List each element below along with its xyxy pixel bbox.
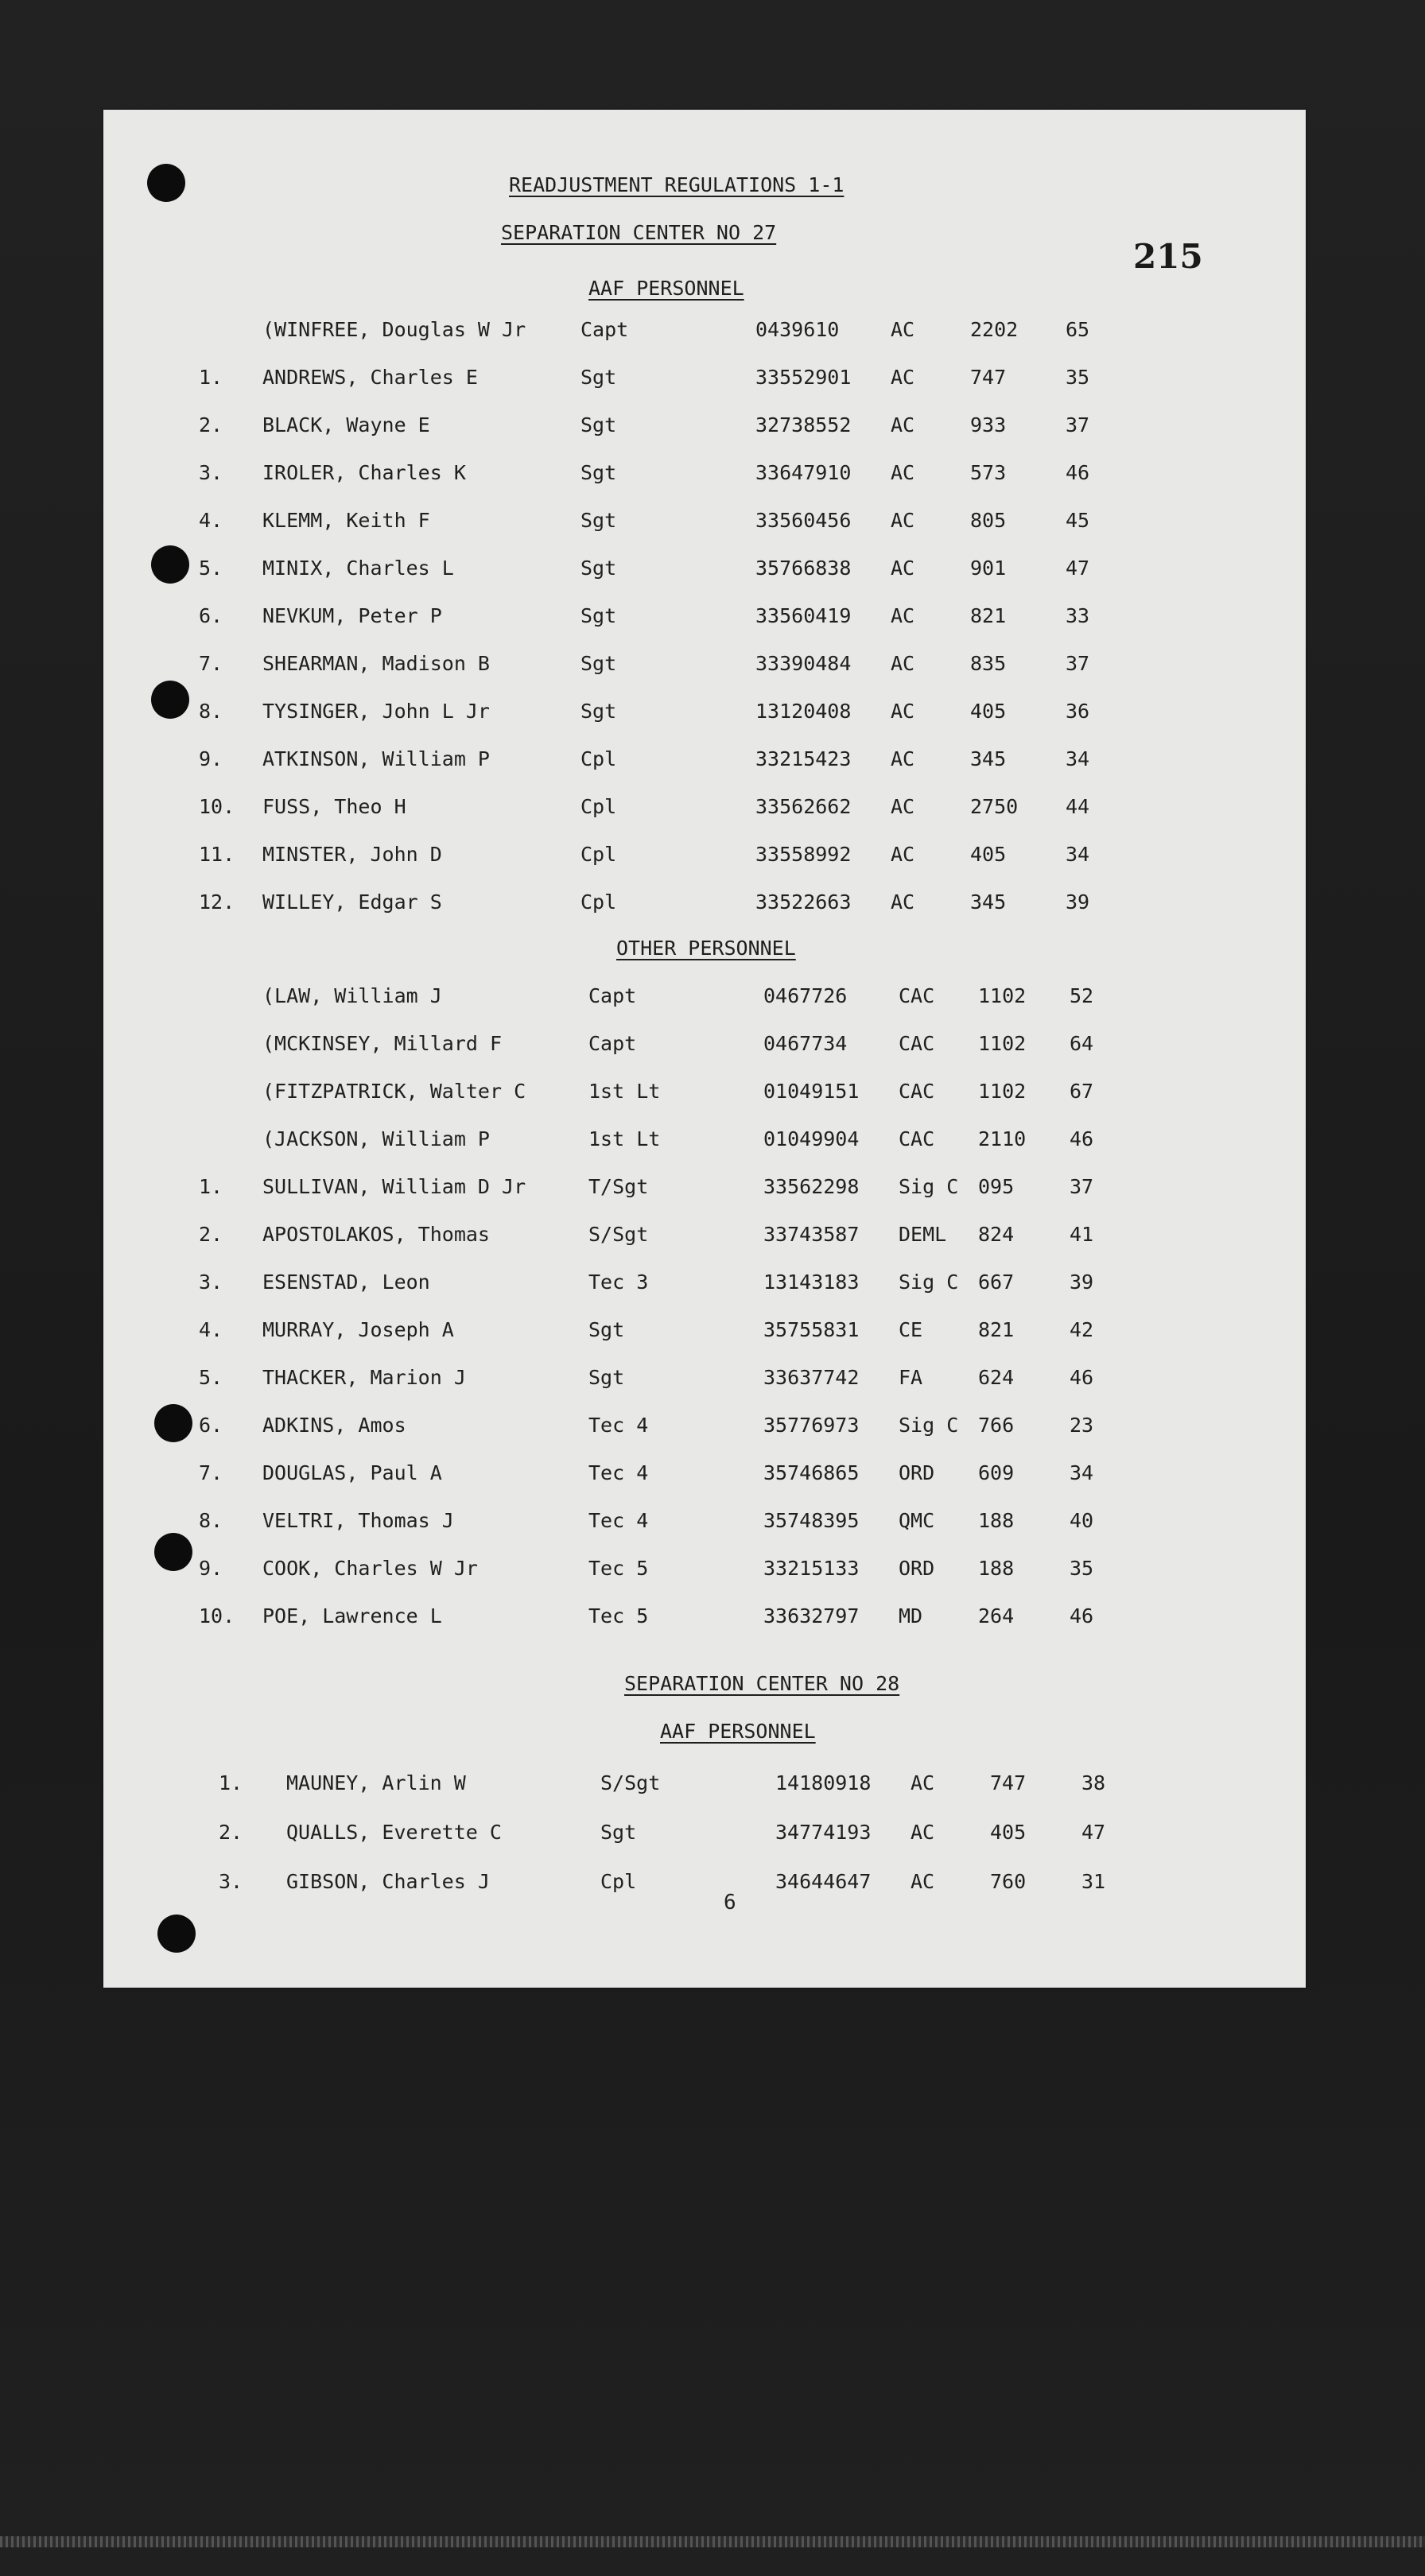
table-row — [103, 795, 1306, 827]
cell-grade: Sgt — [580, 557, 617, 580]
cell-name: TYSINGER, John L Jr — [262, 700, 490, 723]
cell-age: 40 — [1070, 1509, 1094, 1532]
table-row — [103, 1032, 1306, 1064]
cell-code: 760 — [990, 1870, 1027, 1893]
cell-branch: FA — [899, 1366, 923, 1389]
separation-center-heading: SEPARATION CENTER NO 27 — [501, 221, 777, 244]
cell-serial: 0439610 — [755, 318, 840, 341]
cell-name: KLEMM, Keith F — [262, 509, 430, 532]
table-row — [103, 984, 1306, 1016]
cell-branch: AC — [891, 890, 915, 914]
cell-name: ESENSTAD, Leon — [262, 1271, 430, 1294]
cell-branch: Sig C — [899, 1271, 959, 1294]
cell-serial: 33562662 — [755, 795, 852, 818]
cell-grade: Capt — [580, 318, 629, 341]
table-row — [103, 652, 1306, 684]
cell-num: 3. — [199, 461, 223, 484]
cell-age: 46 — [1070, 1127, 1094, 1150]
table-row — [103, 1870, 1306, 1902]
document-page — [103, 110, 1306, 1988]
cell-num: 1. — [199, 366, 223, 389]
cell-code: 405 — [970, 843, 1007, 866]
cell-age: 46 — [1066, 461, 1090, 484]
cell-code: 405 — [990, 1821, 1027, 1844]
cell-name: POE, Lawrence L — [262, 1604, 442, 1627]
group-heading: AAF PERSONNEL — [660, 1720, 816, 1743]
cell-age: 23 — [1070, 1414, 1094, 1437]
separation-center-heading: SEPARATION CENTER NO 28 — [624, 1672, 900, 1695]
cell-grade: T/Sgt — [588, 1175, 649, 1198]
cell-name: MINSTER, John D — [262, 843, 442, 866]
cell-serial: 33215423 — [755, 747, 852, 770]
cell-name: APOSTOLAKOS, Thomas — [262, 1223, 490, 1246]
cell-code: 573 — [970, 461, 1007, 484]
cell-code: 933 — [970, 413, 1007, 436]
cell-age: 39 — [1070, 1271, 1094, 1294]
cell-num: 9. — [199, 1557, 223, 1580]
table-row — [103, 1175, 1306, 1207]
cell-name: NEVKUM, Peter P — [262, 604, 442, 627]
cell-name: SULLIVAN, William D Jr — [262, 1175, 526, 1198]
cell-grade: Tec 4 — [588, 1461, 649, 1484]
cell-grade: Sgt — [580, 509, 617, 532]
table-row — [103, 1271, 1306, 1302]
table-row — [103, 1366, 1306, 1398]
punch-hole — [147, 164, 185, 202]
cell-num: 3. — [199, 1271, 223, 1294]
cell-serial: 33562298 — [763, 1175, 860, 1198]
table-row — [103, 1461, 1306, 1493]
cell-code: 2202 — [970, 318, 1019, 341]
cell-code: 095 — [978, 1175, 1015, 1198]
cell-code: 747 — [990, 1771, 1027, 1794]
cell-grade: Cpl — [580, 843, 617, 866]
cell-name: DOUGLAS, Paul A — [262, 1461, 442, 1484]
cell-name: ADKINS, Amos — [262, 1414, 406, 1437]
cell-name: THACKER, Marion J — [262, 1366, 466, 1389]
cell-name: WILLEY, Edgar S — [262, 890, 442, 914]
cell-age: 52 — [1070, 984, 1094, 1007]
cell-num: 4. — [199, 509, 223, 532]
cell-code: 2750 — [970, 795, 1019, 818]
cell-serial: 33390484 — [755, 652, 852, 675]
cell-age: 47 — [1081, 1821, 1106, 1844]
cell-serial: 0467726 — [763, 984, 848, 1007]
footer-page-number: 6 — [724, 1891, 736, 1915]
cell-code: 624 — [978, 1366, 1015, 1389]
cell-age: 31 — [1081, 1870, 1106, 1893]
table-row — [103, 1223, 1306, 1255]
cell-grade: Sgt — [580, 604, 617, 627]
cell-serial: 35776973 — [763, 1414, 860, 1437]
cell-name: VELTRI, Thomas J — [262, 1509, 454, 1532]
cell-serial: 33632797 — [763, 1604, 860, 1627]
cell-grade: Sgt — [580, 700, 617, 723]
table-row — [103, 843, 1306, 875]
cell-grade: Cpl — [580, 890, 617, 914]
cell-serial: 33637742 — [763, 1366, 860, 1389]
cell-code: 1102 — [978, 1080, 1027, 1103]
cell-branch: AC — [891, 747, 915, 770]
cell-num: 9. — [199, 747, 223, 770]
cell-grade: Capt — [588, 1032, 637, 1055]
cell-serial: 13143183 — [763, 1271, 860, 1294]
cell-num: 2. — [199, 1223, 223, 1246]
cell-name: SHEARMAN, Madison B — [262, 652, 490, 675]
cell-branch: QMC — [899, 1509, 935, 1532]
cell-branch: Sig C — [899, 1414, 959, 1437]
table-row — [103, 1414, 1306, 1445]
cell-branch: AC — [891, 318, 915, 341]
cell-age: 35 — [1070, 1557, 1094, 1580]
cell-num: 12. — [199, 890, 235, 914]
cell-code: 901 — [970, 557, 1007, 580]
cell-age: 65 — [1066, 318, 1090, 341]
cell-grade: Sgt — [588, 1318, 625, 1341]
cell-serial: 33552901 — [755, 366, 852, 389]
cell-grade: 1st Lt — [588, 1127, 661, 1150]
cell-code: 821 — [970, 604, 1007, 627]
cell-code: 405 — [970, 700, 1007, 723]
table-row — [103, 1604, 1306, 1636]
cell-serial: 13120408 — [755, 700, 852, 723]
cell-branch: AC — [891, 843, 915, 866]
cell-code: 345 — [970, 890, 1007, 914]
cell-grade: 1st Lt — [588, 1080, 661, 1103]
cell-branch: CAC — [899, 1032, 935, 1055]
cell-num: 5. — [199, 1366, 223, 1389]
cell-grade: Sgt — [600, 1821, 637, 1844]
cell-branch: CAC — [899, 1080, 935, 1103]
cell-name: BLACK, Wayne E — [262, 413, 430, 436]
cell-code: 821 — [978, 1318, 1015, 1341]
punch-hole — [157, 1915, 196, 1953]
cell-serial: 35748395 — [763, 1509, 860, 1532]
cell-age: 67 — [1070, 1080, 1094, 1103]
table-row — [103, 366, 1306, 398]
cell-grade: S/Sgt — [588, 1223, 649, 1246]
cell-code: 2110 — [978, 1127, 1027, 1150]
cell-age: 46 — [1070, 1366, 1094, 1389]
cell-num: 3. — [219, 1870, 243, 1893]
cell-branch: CAC — [899, 984, 935, 1007]
cell-num: 1. — [199, 1175, 223, 1198]
cell-name: MINIX, Charles L — [262, 557, 454, 580]
cell-age: 34 — [1070, 1461, 1094, 1484]
cell-branch: CAC — [899, 1127, 935, 1150]
cell-serial: 14180918 — [775, 1771, 872, 1794]
cell-code: 1102 — [978, 1032, 1027, 1055]
cell-serial: 01049904 — [763, 1127, 860, 1150]
cell-name: ANDREWS, Charles E — [262, 366, 478, 389]
cell-serial: 34774193 — [775, 1821, 872, 1844]
cell-grade: Sgt — [588, 1366, 625, 1389]
cell-branch: CE — [899, 1318, 923, 1341]
cell-grade: Cpl — [600, 1870, 637, 1893]
cell-serial: 35755831 — [763, 1318, 860, 1341]
cell-name: IROLER, Charles K — [262, 461, 466, 484]
cell-code: 1102 — [978, 984, 1027, 1007]
cell-code: 264 — [978, 1604, 1015, 1627]
cell-code: 747 — [970, 366, 1007, 389]
cell-grade: Sgt — [580, 413, 617, 436]
table-row — [103, 1557, 1306, 1589]
cell-code: 805 — [970, 509, 1007, 532]
cell-num: 6. — [199, 604, 223, 627]
cell-grade: Tec 3 — [588, 1271, 649, 1294]
cell-serial: 33215133 — [763, 1557, 860, 1580]
cell-branch: AC — [891, 604, 915, 627]
cell-name: MURRAY, Joseph A — [262, 1318, 454, 1341]
cell-num: 10. — [199, 795, 235, 818]
cell-code: 188 — [978, 1557, 1015, 1580]
cell-branch: AC — [891, 509, 915, 532]
cell-num: 8. — [199, 700, 223, 723]
cell-num: 4. — [199, 1318, 223, 1341]
cell-code: 835 — [970, 652, 1007, 675]
cell-branch: AC — [891, 700, 915, 723]
cell-serial: 33743587 — [763, 1223, 860, 1246]
cell-branch: AC — [891, 795, 915, 818]
cell-grade: Cpl — [580, 795, 617, 818]
cell-name: FUSS, Theo H — [262, 795, 406, 818]
cell-age: 33 — [1066, 604, 1090, 627]
cell-code: 766 — [978, 1414, 1015, 1437]
cell-name: MAUNEY, Arlin W — [286, 1771, 466, 1794]
table-row — [103, 318, 1306, 350]
document-title: READJUSTMENT REGULATIONS 1-1 — [509, 173, 845, 196]
table-row — [103, 461, 1306, 493]
cell-serial: 33647910 — [755, 461, 852, 484]
cell-code: 188 — [978, 1509, 1015, 1532]
cell-branch: AC — [911, 1771, 935, 1794]
cell-age: 36 — [1066, 700, 1090, 723]
cell-age: 34 — [1066, 843, 1090, 866]
cell-grade: Tec 5 — [588, 1604, 649, 1627]
table-row — [103, 1821, 1306, 1852]
cell-branch: Sig C — [899, 1175, 959, 1198]
cell-age: 38 — [1081, 1771, 1106, 1794]
cell-name: QUALLS, Everette C — [286, 1821, 502, 1844]
cell-age: 44 — [1066, 795, 1090, 818]
table-row — [103, 557, 1306, 588]
cell-grade: Tec 4 — [588, 1509, 649, 1532]
cell-branch: AC — [891, 557, 915, 580]
cell-name: ATKINSON, William P — [262, 747, 490, 770]
cell-serial: 33558992 — [755, 843, 852, 866]
cell-name: (FITZPATRICK, Walter C — [262, 1080, 526, 1103]
table-row — [103, 1318, 1306, 1350]
cell-name: (MCKINSEY, Millard F — [262, 1032, 503, 1055]
cell-grade: Capt — [588, 984, 637, 1007]
film-edge-strip — [0, 2536, 1425, 2547]
cell-num: 7. — [199, 652, 223, 675]
cell-grade: S/Sgt — [600, 1771, 661, 1794]
cell-branch: AC — [891, 413, 915, 436]
table-row — [103, 700, 1306, 731]
group-heading: OTHER PERSONNEL — [616, 937, 796, 960]
cell-branch: AC — [891, 652, 915, 675]
cell-grade: Sgt — [580, 461, 617, 484]
table-row — [103, 1127, 1306, 1159]
cell-num: 5. — [199, 557, 223, 580]
cell-grade: Tec 4 — [588, 1414, 649, 1437]
cell-num: 6. — [199, 1414, 223, 1437]
cell-age: 37 — [1066, 413, 1090, 436]
cell-num: 11. — [199, 843, 235, 866]
table-row — [103, 1771, 1306, 1803]
cell-age: 47 — [1066, 557, 1090, 580]
cell-branch: ORD — [899, 1461, 935, 1484]
table-row — [103, 604, 1306, 636]
table-row — [103, 509, 1306, 541]
cell-serial: 0467734 — [763, 1032, 848, 1055]
table-row — [103, 1080, 1306, 1111]
cell-branch: AC — [891, 461, 915, 484]
cell-name: GIBSON, Charles J — [286, 1870, 490, 1893]
cell-num: 10. — [199, 1604, 235, 1627]
cell-code: 609 — [978, 1461, 1015, 1484]
cell-branch: DEML — [899, 1223, 947, 1246]
cell-age: 45 — [1066, 509, 1090, 532]
cell-age: 39 — [1066, 890, 1090, 914]
cell-serial: 35766838 — [755, 557, 852, 580]
cell-name: (JACKSON, William P — [262, 1127, 490, 1150]
table-row — [103, 747, 1306, 779]
cell-code: 824 — [978, 1223, 1015, 1246]
cell-serial: 33560419 — [755, 604, 852, 627]
cell-num: 1. — [219, 1771, 243, 1794]
cell-age: 41 — [1070, 1223, 1094, 1246]
cell-serial: 33522663 — [755, 890, 852, 914]
table-row — [103, 1509, 1306, 1541]
cell-num: 2. — [219, 1821, 243, 1844]
cell-age: 35 — [1066, 366, 1090, 389]
cell-code: 667 — [978, 1271, 1015, 1294]
cell-branch: MD — [899, 1604, 923, 1627]
cell-age: 46 — [1070, 1604, 1094, 1627]
page-number: 215 — [1133, 237, 1203, 276]
cell-grade: Cpl — [580, 747, 617, 770]
cell-age: 42 — [1070, 1318, 1094, 1341]
table-row — [103, 413, 1306, 445]
cell-name: (WINFREE, Douglas W Jr — [262, 318, 526, 341]
cell-num: 8. — [199, 1509, 223, 1532]
cell-age: 34 — [1066, 747, 1090, 770]
cell-branch: AC — [911, 1870, 935, 1893]
cell-grade: Sgt — [580, 652, 617, 675]
cell-serial: 33560456 — [755, 509, 852, 532]
cell-branch: AC — [911, 1821, 935, 1844]
cell-name: (LAW, William J — [262, 984, 442, 1007]
cell-grade: Sgt — [580, 366, 617, 389]
cell-code: 345 — [970, 747, 1007, 770]
cell-serial: 32738552 — [755, 413, 852, 436]
cell-age: 37 — [1066, 652, 1090, 675]
cell-branch: AC — [891, 366, 915, 389]
cell-grade: Tec 5 — [588, 1557, 649, 1580]
cell-num: 2. — [199, 413, 223, 436]
cell-branch: ORD — [899, 1557, 935, 1580]
table-row — [103, 890, 1306, 922]
cell-name: COOK, Charles W Jr — [262, 1557, 478, 1580]
cell-serial: 35746865 — [763, 1461, 860, 1484]
cell-age: 64 — [1070, 1032, 1094, 1055]
group-heading: AAF PERSONNEL — [588, 277, 744, 300]
cell-age: 37 — [1070, 1175, 1094, 1198]
cell-serial: 01049151 — [763, 1080, 860, 1103]
cell-serial: 34644647 — [775, 1870, 872, 1893]
cell-num: 7. — [199, 1461, 223, 1484]
